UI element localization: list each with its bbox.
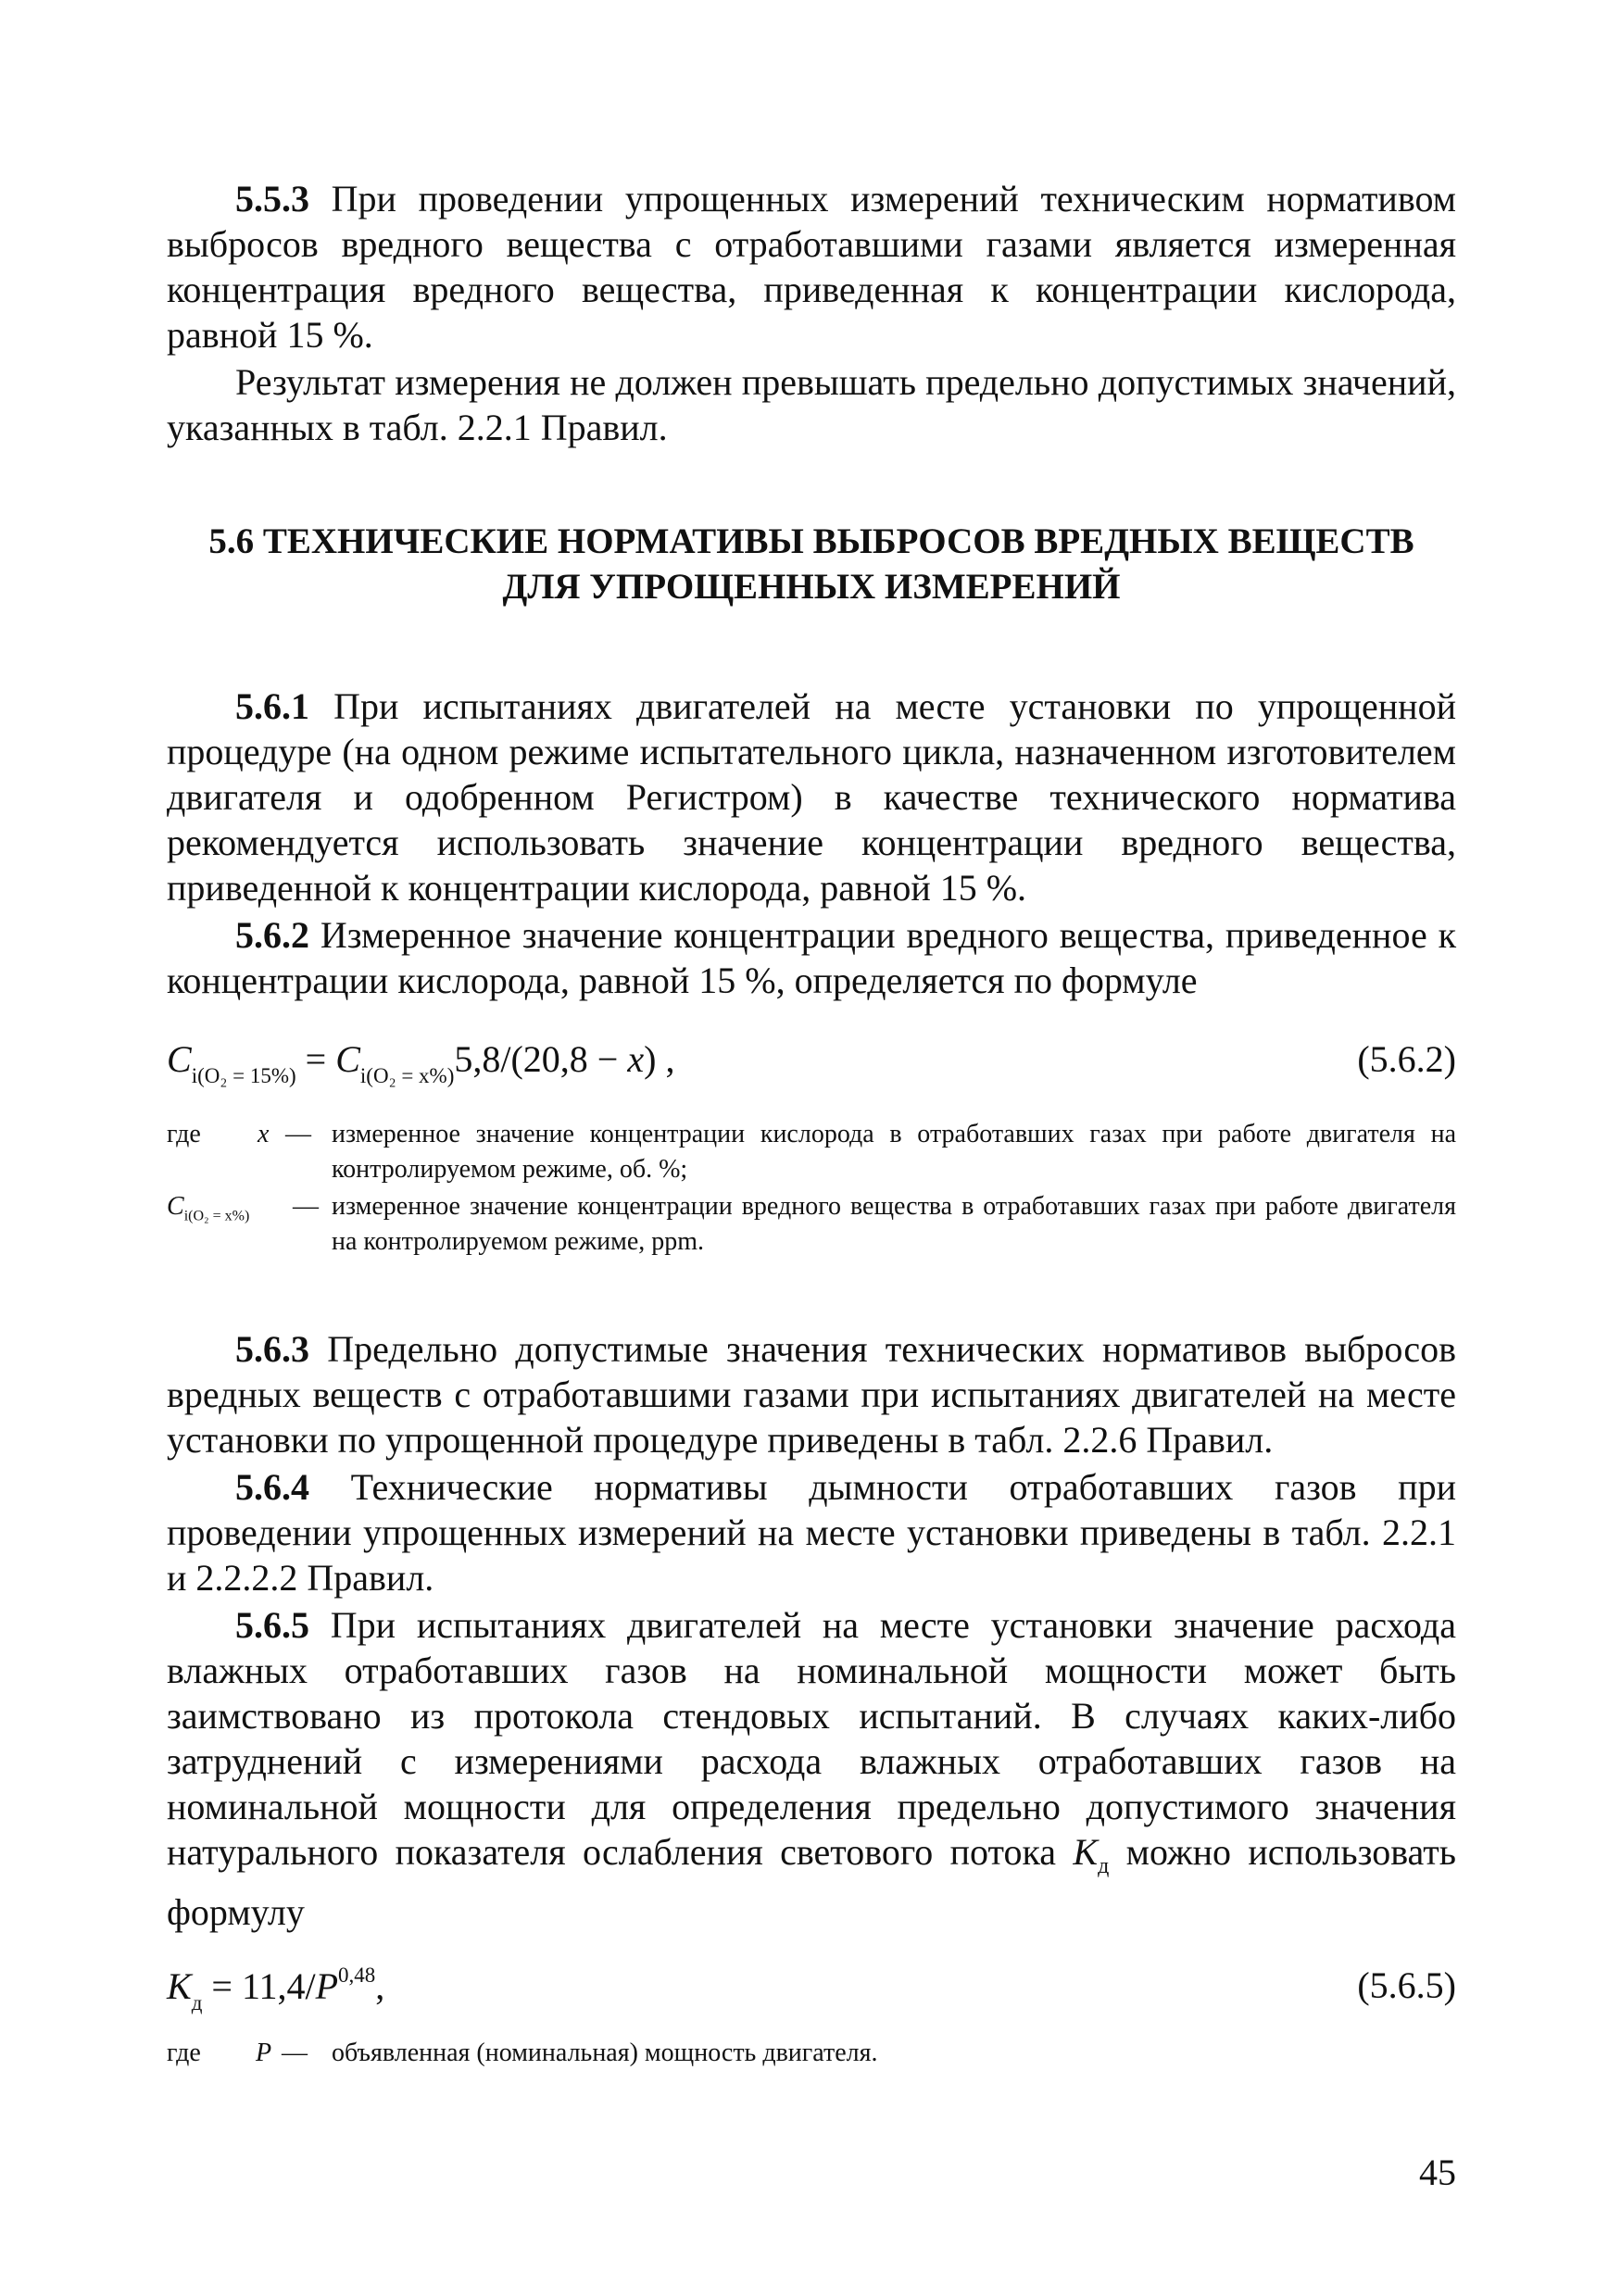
legend-where-label: где bbox=[167, 1120, 201, 1148]
section-5-5-3 bbox=[167, 176, 1456, 450]
clause-number: 5.6.2 bbox=[235, 914, 309, 956]
clause-number: 5.6.3 bbox=[235, 1328, 309, 1370]
paragraph-5-6-3 bbox=[167, 1326, 1456, 1462]
formula-5-6-2-legend bbox=[167, 1117, 1456, 1261]
paragraph-5-5-3 bbox=[167, 176, 1456, 358]
legend-symbol: P bbox=[256, 2039, 272, 2067]
clause-number: 5.6.5 bbox=[235, 1604, 309, 1646]
section-title bbox=[167, 519, 1456, 609]
section-5-6-1-2 bbox=[167, 684, 1456, 1003]
symbol-k-subscript: д bbox=[1098, 1854, 1110, 1878]
clause-text: При испытаниях двигателей на месте установки по упрощенной процедуре (на одном режиме испытательного цикла, назначенном изготовителем двигателя и одобренном Регистром) в качестве технического норматива рекомендуется использовать значение концентрации вредного вещества, приведенной к концентрации кислорода, равной 15 %. bbox=[167, 685, 1456, 909]
page-number: 45 bbox=[1419, 2152, 1456, 2193]
section-5-6-3-5 bbox=[167, 1326, 1456, 1935]
clause-text: Измеренное значение концентрации вредного вещества, приведенное к концентрации кислорода, равной 15 %, определяется по формуле bbox=[167, 914, 1456, 1001]
formula-5-6-2 bbox=[167, 1037, 1456, 1089]
legend-description: измеренное значение концентрации вредного вещества в отработавших газах при работе двигателя на контролируемом режиме, ppm. bbox=[332, 1192, 1456, 1256]
legend-row-c bbox=[167, 1189, 1456, 1260]
legend-dash: — bbox=[282, 2039, 308, 2067]
legend-symbol: $C_{i(O_2 = x\%)}$ bbox=[167, 1192, 250, 1224]
formula-5-6-5-legend bbox=[167, 2036, 1456, 2073]
legend-description: объявленная (номинальная) мощность двигателя. bbox=[332, 2039, 878, 2067]
clause-number: 5.6.4 bbox=[235, 1466, 309, 1508]
paragraph-5-6-4 bbox=[167, 1464, 1456, 1600]
paragraph-5-6-2 bbox=[167, 912, 1456, 1003]
section-title-line-1: 5.6 ТЕХНИЧЕСКИЕ НОРМАТИВЫ ВЫБРОСОВ ВРЕДНЫХ ВЕЩЕСТВ bbox=[208, 521, 1414, 561]
symbol-k: K bbox=[1073, 1831, 1099, 1873]
formula-number: (5.6.5) bbox=[1357, 1964, 1456, 2006]
clause-text: При проведении упрощенных измерений техническим нормативом выбросов вредного вещества с отработавшими газами является измеренная концентрация вредного вещества, приведенная к концентрации кислорода, равной 15 %. bbox=[167, 178, 1456, 356]
clause-number: 5.6.1 bbox=[235, 685, 309, 727]
section-heading-5-6 bbox=[167, 519, 1456, 609]
clause-text: При испытаниях двигателей на месте установки значение расхода влажных отработавших газов на номинальной мощности может быть заимствовано из протокола стендовых испытаний. В случаях каких-либо затруднений с измерениями расхода влажных отработавших газов на номинальной мощности для определения предельно допустимого значения натурального показателя ослабления светового потока bbox=[167, 1604, 1456, 1873]
formula-expression: $C_{i(O_2 = 15\%)} = C_{i(O_2 = x\%)}5,8/(20,8 - x)$ , bbox=[167, 1038, 675, 1087]
paragraph-5-5-3-result bbox=[167, 359, 1456, 450]
clause-text: Результат измерения не должен превышать предельно допустимых значений, указанных в табл. 2.2.1 Правил. bbox=[167, 361, 1456, 448]
clause-text-end: можно использовать формулу bbox=[167, 1831, 1456, 1933]
section-title-line-2: ДЛЯ УПРОЩЕННЫХ ИЗМЕРЕНИЙ bbox=[502, 567, 1121, 607]
paragraph-5-6-5 bbox=[167, 1602, 1456, 1935]
legend-symbol: x bbox=[258, 1120, 270, 1148]
clause-number: 5.5.3 bbox=[235, 178, 309, 220]
formula-number: (5.6.2) bbox=[1357, 1038, 1456, 1080]
legend-row-x bbox=[167, 1117, 1456, 1187]
legend-where-label: где bbox=[167, 2039, 201, 2067]
formula-5-6-5 bbox=[167, 1964, 1456, 2015]
formula-expression: $K_д = 11,4/P^{0,48}$, bbox=[167, 1964, 385, 2014]
legend-row-p bbox=[167, 2036, 1456, 2071]
legend-dash: — bbox=[293, 1192, 319, 1221]
legend-description: измеренное значение концентрации кислорода в отработавших газах при работе двигателя на контролируемом режиме, об. %; bbox=[332, 1120, 1456, 1184]
legend-dash: — bbox=[285, 1120, 311, 1148]
clause-text: Технические нормативы дымности отработавших газов при проведении упрощенных измерений на месте установки приведены в табл. 2.2.1 и 2.2.2.2 Правил. bbox=[167, 1466, 1456, 1599]
paragraph-5-6-1 bbox=[167, 684, 1456, 910]
clause-text: Предельно допустимые значения технических нормативов выбросов вредных веществ с отработавшими газами при испытаниях двигателей на месте установки по упрощенной процедуре приведены в табл. 2.2.6 Правил. bbox=[167, 1328, 1456, 1461]
